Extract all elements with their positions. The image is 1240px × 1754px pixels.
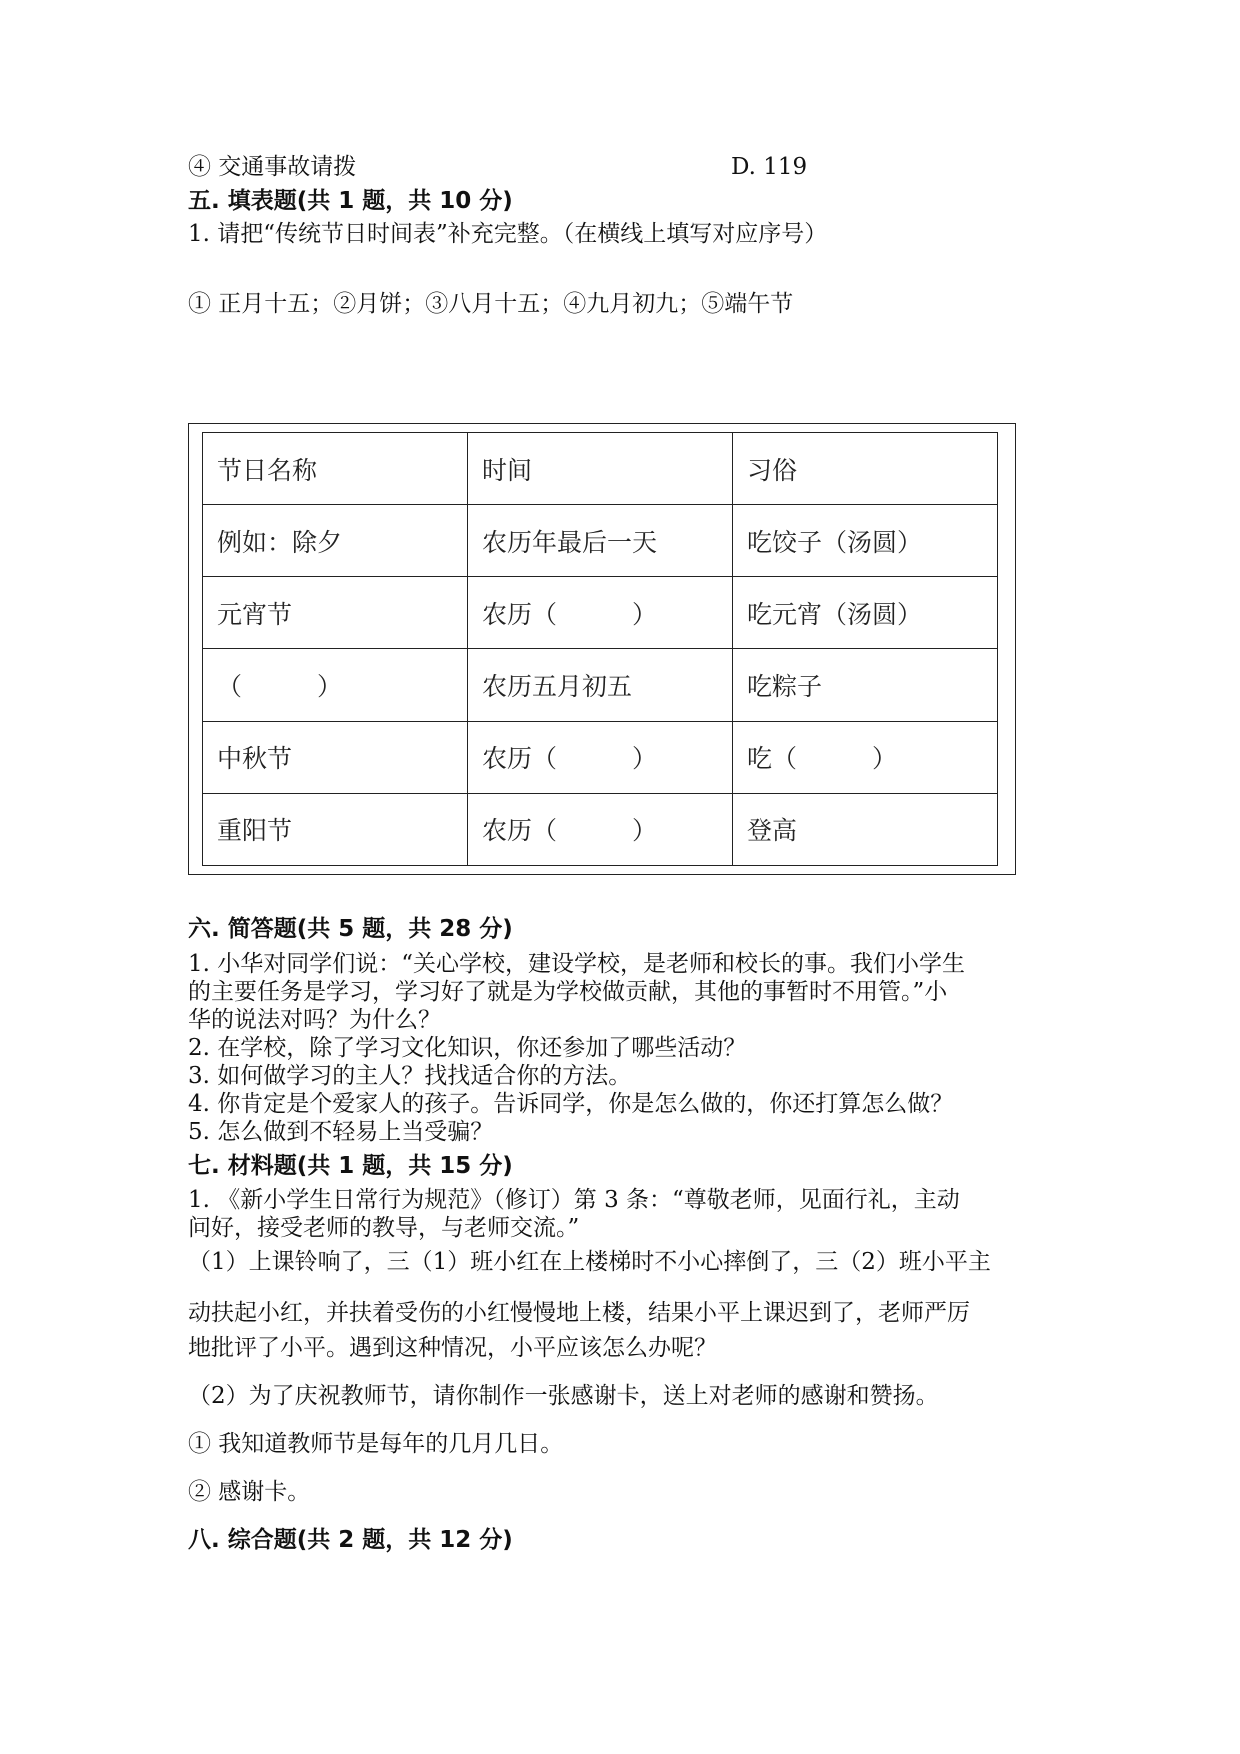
- table-cell: 吃（ ）: [733, 721, 998, 793]
- table-row: [203, 793, 998, 865]
- festival-table: [202, 432, 998, 866]
- question-line: ① 我知道教师节是每年的几月几日。: [188, 1431, 564, 1457]
- table-cell: 例如：除夕: [203, 505, 468, 577]
- question-line: 的主要任务是学习，学习好了就是为学校做贡献，其他的事暂时不用管。”小: [188, 979, 948, 1005]
- table-header-cell: 时间: [468, 433, 733, 505]
- question-line: 华的说法对吗？为什么？: [188, 1007, 441, 1033]
- section5-heading: 五. 填表题(共 1 题，共 10 分): [188, 188, 513, 214]
- table-cell: 农历（ ）: [468, 721, 733, 793]
- question-line: ② 感谢卡。: [188, 1479, 311, 1505]
- table-cell: 农历（ ）: [468, 577, 733, 649]
- answer-option: D. 119: [731, 154, 808, 180]
- table-header-cell: 节日名称: [203, 433, 468, 505]
- table-cell: 重阳节: [203, 793, 468, 865]
- section7-heading: 七. 材料题(共 1 题，共 15 分): [188, 1153, 513, 1179]
- question-line: （1）上课铃响了，三（1）班小红在上楼梯时不小心摔倒了，三（2）班小平主: [188, 1249, 991, 1275]
- table-cell: 中秋节: [203, 721, 468, 793]
- table-row: [203, 577, 998, 649]
- table-header-row: [203, 433, 998, 505]
- question-line: （2）为了庆祝教师节，请你制作一张感谢卡，送上对老师的感谢和赞扬。: [188, 1383, 939, 1409]
- question-line: 动扶起小红，并扶着受伤的小红慢慢地上楼，结果小平上课迟到了，老师严厉: [188, 1300, 970, 1326]
- table-header-cell: 习俗: [733, 433, 998, 505]
- question-item: ④ 交通事故请拨: [188, 154, 357, 180]
- table-cell: 吃元宵（汤圆）: [733, 577, 998, 649]
- section6-heading: 六. 简答题(共 5 题，共 28 分): [188, 916, 513, 942]
- table-cell: 农历五月初五: [468, 649, 733, 721]
- section5-options: ① 正月十五；②月饼；③八月十五；④九月初九；⑤端午节: [188, 291, 794, 317]
- table-row: [203, 649, 998, 721]
- table-cell: （ ）: [203, 649, 468, 721]
- table-row: [203, 721, 998, 793]
- section8-heading: 八. 综合题(共 2 题，共 12 分): [188, 1527, 513, 1553]
- table-cell: 吃粽子: [733, 649, 998, 721]
- table-cell: 元宵节: [203, 577, 468, 649]
- question-line: 2. 在学校，除了学习文化知识，你还参加了哪些活动？: [188, 1035, 747, 1061]
- table-cell: 吃饺子（汤圆）: [733, 505, 998, 577]
- section5-question: 1. 请把“传统节日时间表”补充完整。（在横线上填写对应序号）: [188, 221, 828, 247]
- table-cell: 登高: [733, 793, 998, 865]
- question-line: 问好，接受老师的教导，与老师交流。”: [188, 1215, 580, 1241]
- question-line: 1. 《新小学生日常行为规范》（修订）第 3 条：“尊敬老师，见面行礼，主动: [188, 1187, 960, 1213]
- question-line: 4. 你肯定是个爱家人的孩子。告诉同学，你是怎么做的，你还打算怎么做？: [188, 1091, 954, 1117]
- question-line: 3. 如何做学习的主人？找找适合你的方法。: [188, 1063, 632, 1089]
- question-line: 5. 怎么做到不轻易上当受骗？: [188, 1119, 494, 1145]
- table-cell: 农历年最后一天: [468, 505, 733, 577]
- question-line: 地批评了小平。遇到这种情况，小平应该怎么办呢？: [188, 1335, 717, 1361]
- table-cell: 农历（ ）: [468, 793, 733, 865]
- question-line: 1. 小华对同学们说：“关心学校，建设学校，是老师和校长的事。我们小学生: [188, 951, 966, 977]
- table-row: [203, 505, 998, 577]
